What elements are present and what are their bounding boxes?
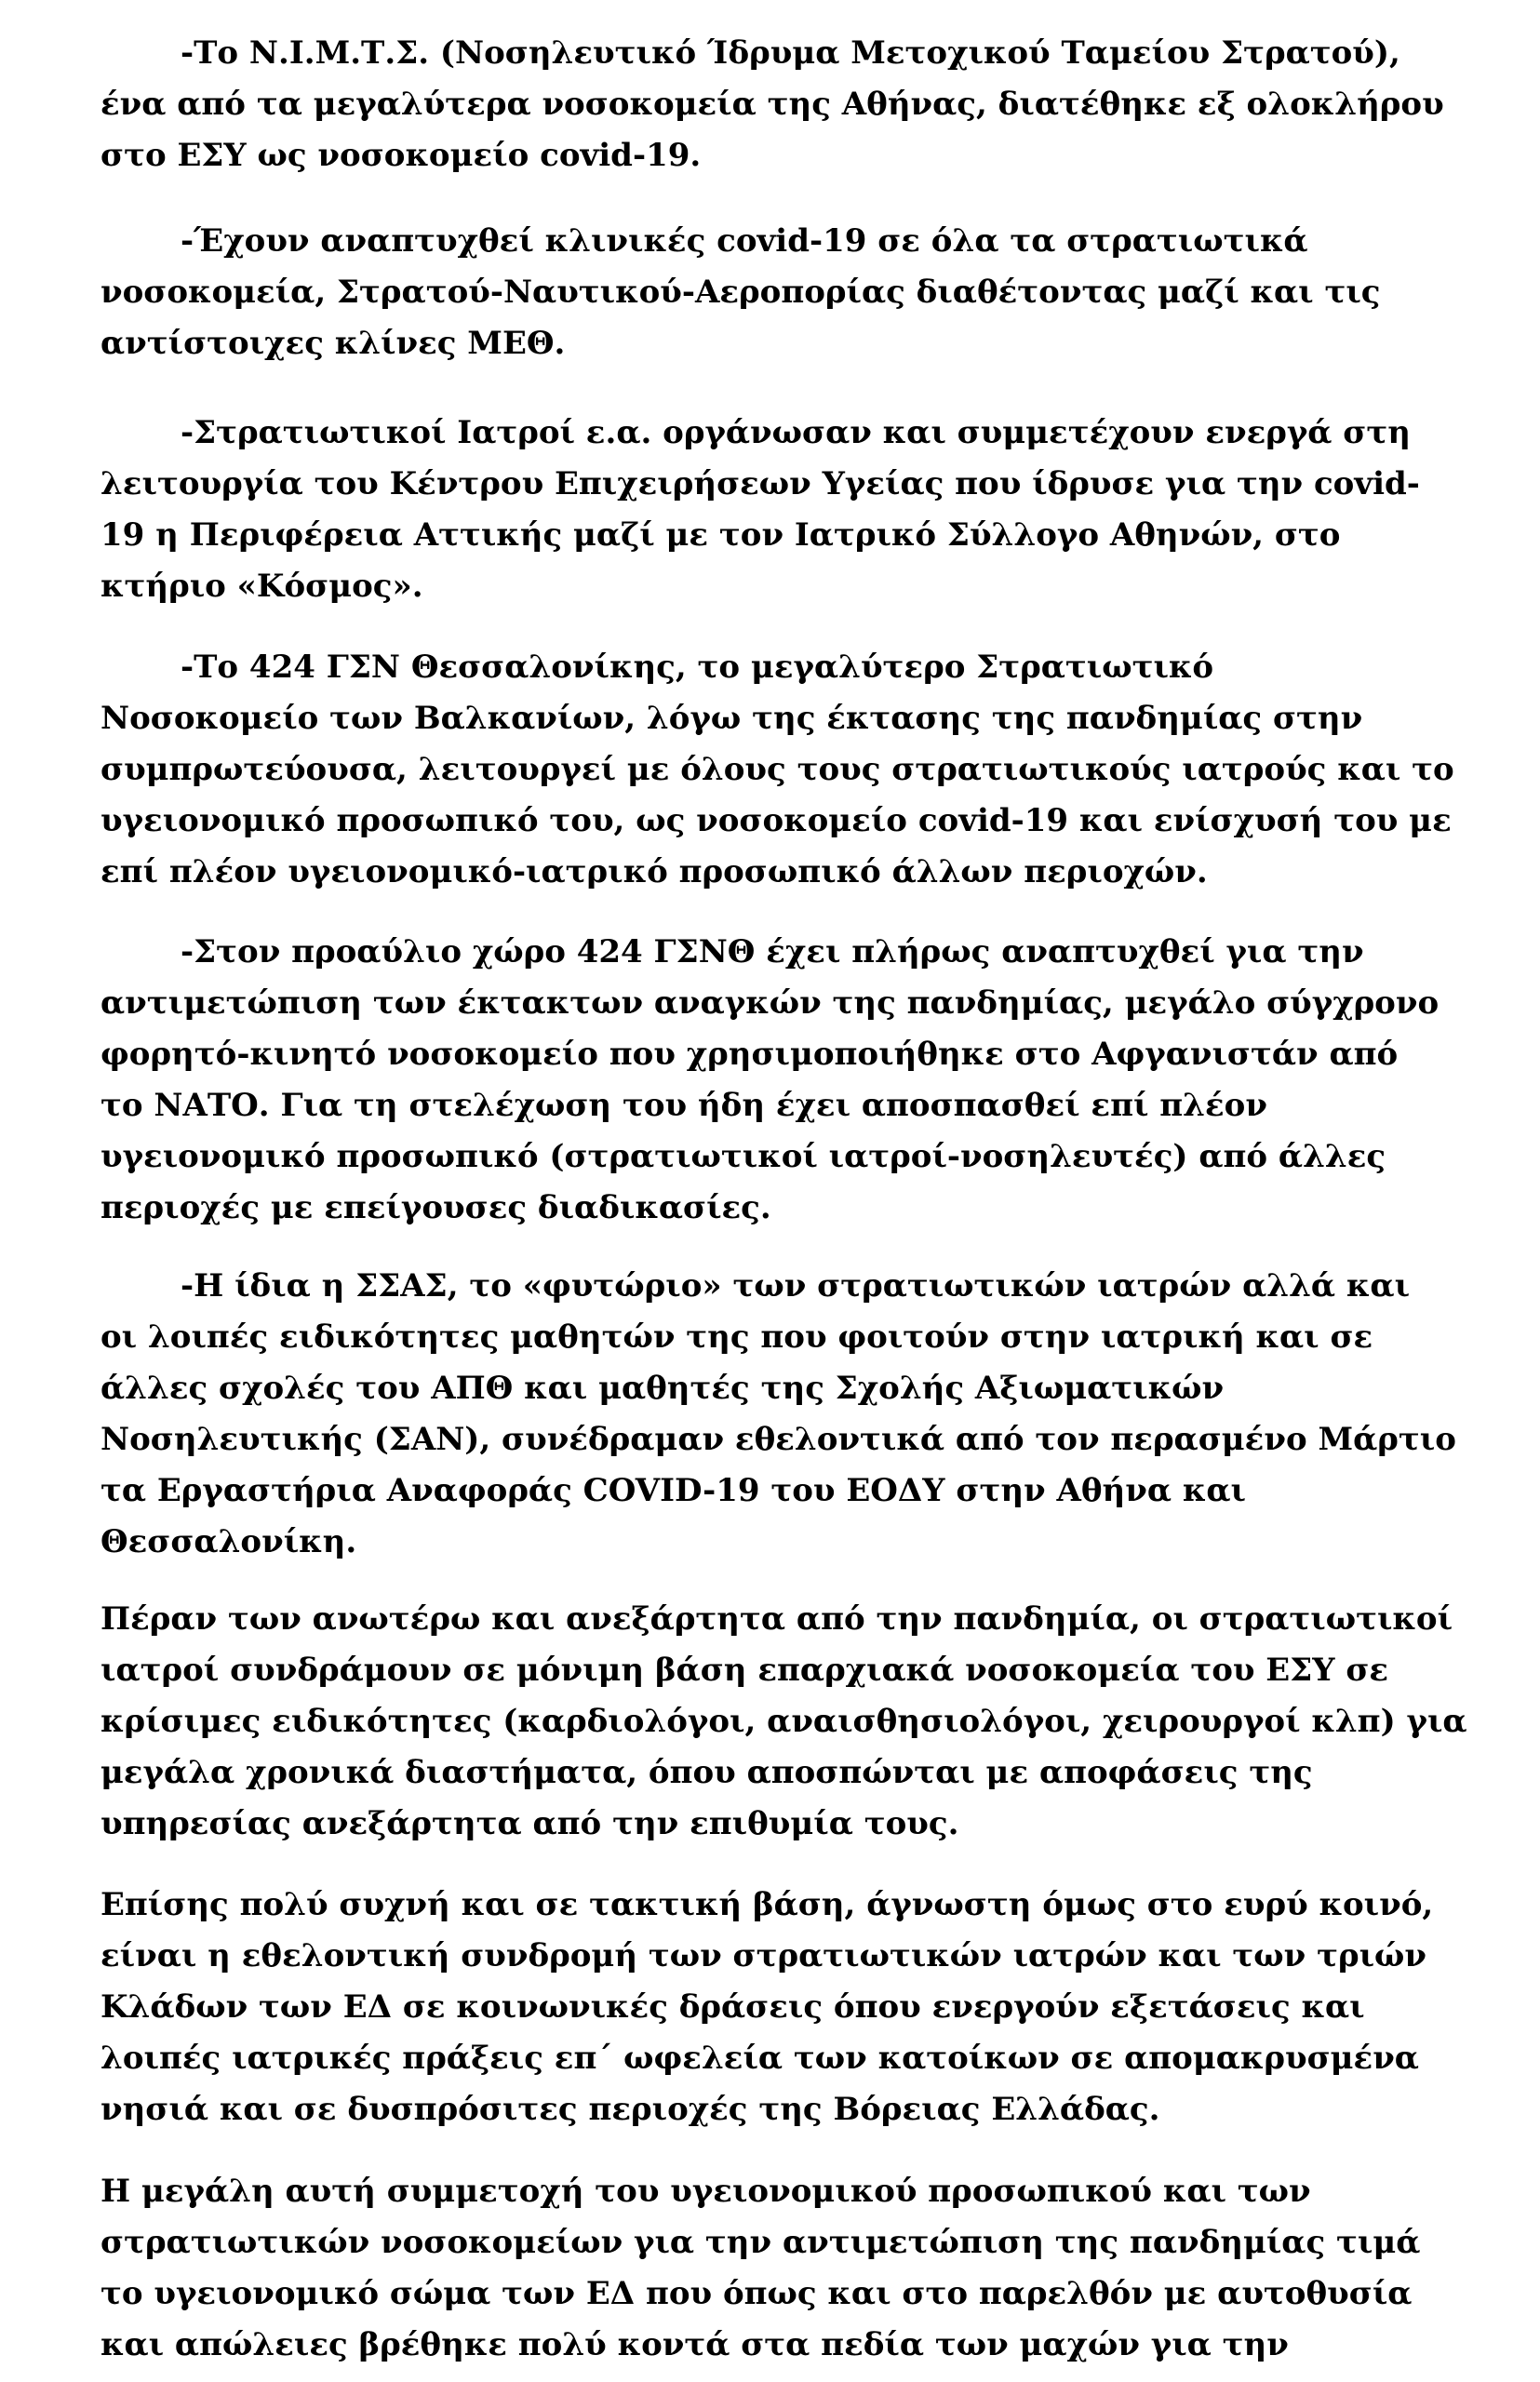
text-line: υγειονομικό προσωπικό (στρατιωτικοί ιατροί-νοσηλευτές) από άλλες [100,1138,1386,1175]
paragraph-military-doctors [100,408,1515,612]
paragraph-mobile-hospital [100,927,1515,1234]
text-line: υπηρεσίας ανεξάρτητα από την επιθυμία τους. [100,1805,959,1842]
text-line: Νοσηλευτικής (ΣΑΝ), συνέδραμαν εθελοντικά από τον περασμένο Μάρτιο [100,1421,1456,1458]
text-line: υγειονομικό προσωπικό του, ως νοσοκομείο covid-19 και ενίσχυσή του με [100,802,1452,839]
text-line: άλλες σχολές του ΑΠΘ και μαθητές της Σχολής Αξιωματικών [100,1370,1225,1407]
paragraph-volunteer-actions [100,1880,1515,2135]
text-line: αντιμετώπιση των έκτακτων αναγκών της πανδημίας, μεγάλο σύγχρονο [100,984,1440,1022]
text-line: συμπρωτεύουσα, λειτουργεί με όλους τους στρατιωτικούς ιατρούς και το [100,751,1454,788]
text-line: Θεσσαλονίκη. [100,1523,357,1560]
text-line: στο ΕΣΥ ως νοσοκομείο covid-19. [100,137,702,174]
text-line: 19 η Περιφέρεια Αττικής μαζί με τον Ιατρικό Σύλλογο Αθηνών, στο [100,516,1341,554]
paragraph-regional-support [100,1594,1515,1850]
text-line: μεγάλα χρονικά διαστήματα, όπου αποσπώνται με αποφάσεις της [100,1754,1313,1791]
text-line: -Η ίδια η ΣΣΑΣ, το «φυτώριο» των στρατιωτικών ιατρών αλλά και [181,1267,1411,1305]
text-line: φορητό-κινητό νοσοκομείο που χρησιμοποιήθηκε στο Αφγανιστάν από [100,1036,1399,1073]
paragraph-ssas [100,1261,1515,1568]
text-line: ένα από τα μεγαλύτερα νοσοκομεία της Αθήνας, διατέθηκε εξ ολοκλήρου [100,86,1444,123]
text-line: -Το 424 ΓΣΝ Θεσσαλονίκης, το μεγαλύτερο Στρατιωτικό [181,649,1214,686]
paragraph-424-gsn [100,642,1515,898]
text-line: λοιπές ιατρικές πράξεις επ΄ ωφελεία των κατοίκων σε απομακρυσμένα [100,2040,1419,2077]
text-line: στρατιωτικών νοσοκομείων για την αντιμετώπιση της πανδημίας τιμά [100,2224,1421,2261]
paragraph-nimts [100,28,1515,181]
text-line: και απώλειες βρέθηκε πολύ κοντά στα πεδία των μαχών για την [100,2326,1289,2363]
text-line: επί πλέον υγειονομικό-ιατρικό προσωπικό άλλων περιοχών. [100,853,1208,890]
paragraph-conclusion [100,2166,1515,2371]
text-line: το υγειονομικό σώμα των ΕΔ που όπως και στο παρελθόν με αυτοθυσία [100,2275,1413,2312]
text-line: -Στον προαύλιο χώρο 424 ΓΣΝΘ έχει πλήρως αναπτυχθεί για την [181,933,1364,970]
text-line: κρίσιμες ειδικότητες (καρδιολόγοι, αναισθησιολόγοι, χειρουργοί κλπ) για [100,1703,1467,1740]
text-line: περιοχές με επείγουσες διαδικασίες. [100,1189,771,1226]
text-line: το ΝΑΤΟ. Για τη στελέχωση του ήδη έχει αποσπασθεί επί πλέον [100,1087,1267,1124]
text-line: Επίσης πολύ συχνή και σε τακτική βάση, άγνωστη όμως στο ευρύ κοινό, [100,1886,1434,1923]
text-line: οι λοιπές ειδικότητες μαθητών της που φοιτούν στην ιατρική και σε [100,1318,1373,1356]
text-line: λειτουργία του Κέντρου Επιχειρήσεων Υγείας που ίδρυσε για την covid- [100,465,1420,502]
text-line: αντίστοιχες κλίνες ΜΕΘ. [100,325,566,362]
text-line: Η μεγάλη αυτή συμμετοχή του υγειονομικού προσωπικού και των [100,2173,1311,2210]
text-line: Νοσοκομείο των Βαλκανίων, λόγω της έκτασης της πανδημίας στην [100,700,1363,737]
paragraph-covid-clinics [100,216,1515,369]
text-line: -Το Ν.Ι.Μ.Τ.Σ. (Νοσηλευτικό Ίδρυμα Μετοχικού Ταμείου Στρατού), [181,34,1400,72]
text-line: τα Εργαστήρια Αναφοράς COVID-19 του ΕΟΔΥ στην Αθήνα και [100,1472,1246,1509]
text-line: κτήριο «Κόσμος». [100,568,423,605]
text-line: Κλάδων των ΕΔ σε κοινωνικές δράσεις όπου ενεργούν εξετάσεις και [100,1988,1365,2026]
text-line: -Στρατιωτικοί Ιατροί ε.α. οργάνωσαν και συμμετέχουν ενεργά στη [181,414,1411,451]
text-line: είναι η εθελοντική συνδρομή των στρατιωτικών ιατρών και των τριών [100,1937,1427,1974]
text-line: ιατροί συνδράμουν σε μόνιμη βάση επαρχιακά νοσοκομεία του ΕΣΥ σε [100,1652,1389,1689]
text-line: νοσοκομεία, Στρατού-Ναυτικού-Αεροπορίας διαθέτοντας μαζί και τις [100,274,1381,311]
text-line: -Έχουν αναπτυχθεί κλινικές covid-19 σε όλα τα στρατιωτικά [181,222,1308,260]
text-line: νησιά και σε δυσπρόσιτες περιοχές της Βόρειας Ελλάδας. [100,2091,1160,2128]
text-line: Πέραν των ανωτέρω και ανεξάρτητα από την πανδημία, οι στρατιωτικοί [100,1600,1453,1638]
